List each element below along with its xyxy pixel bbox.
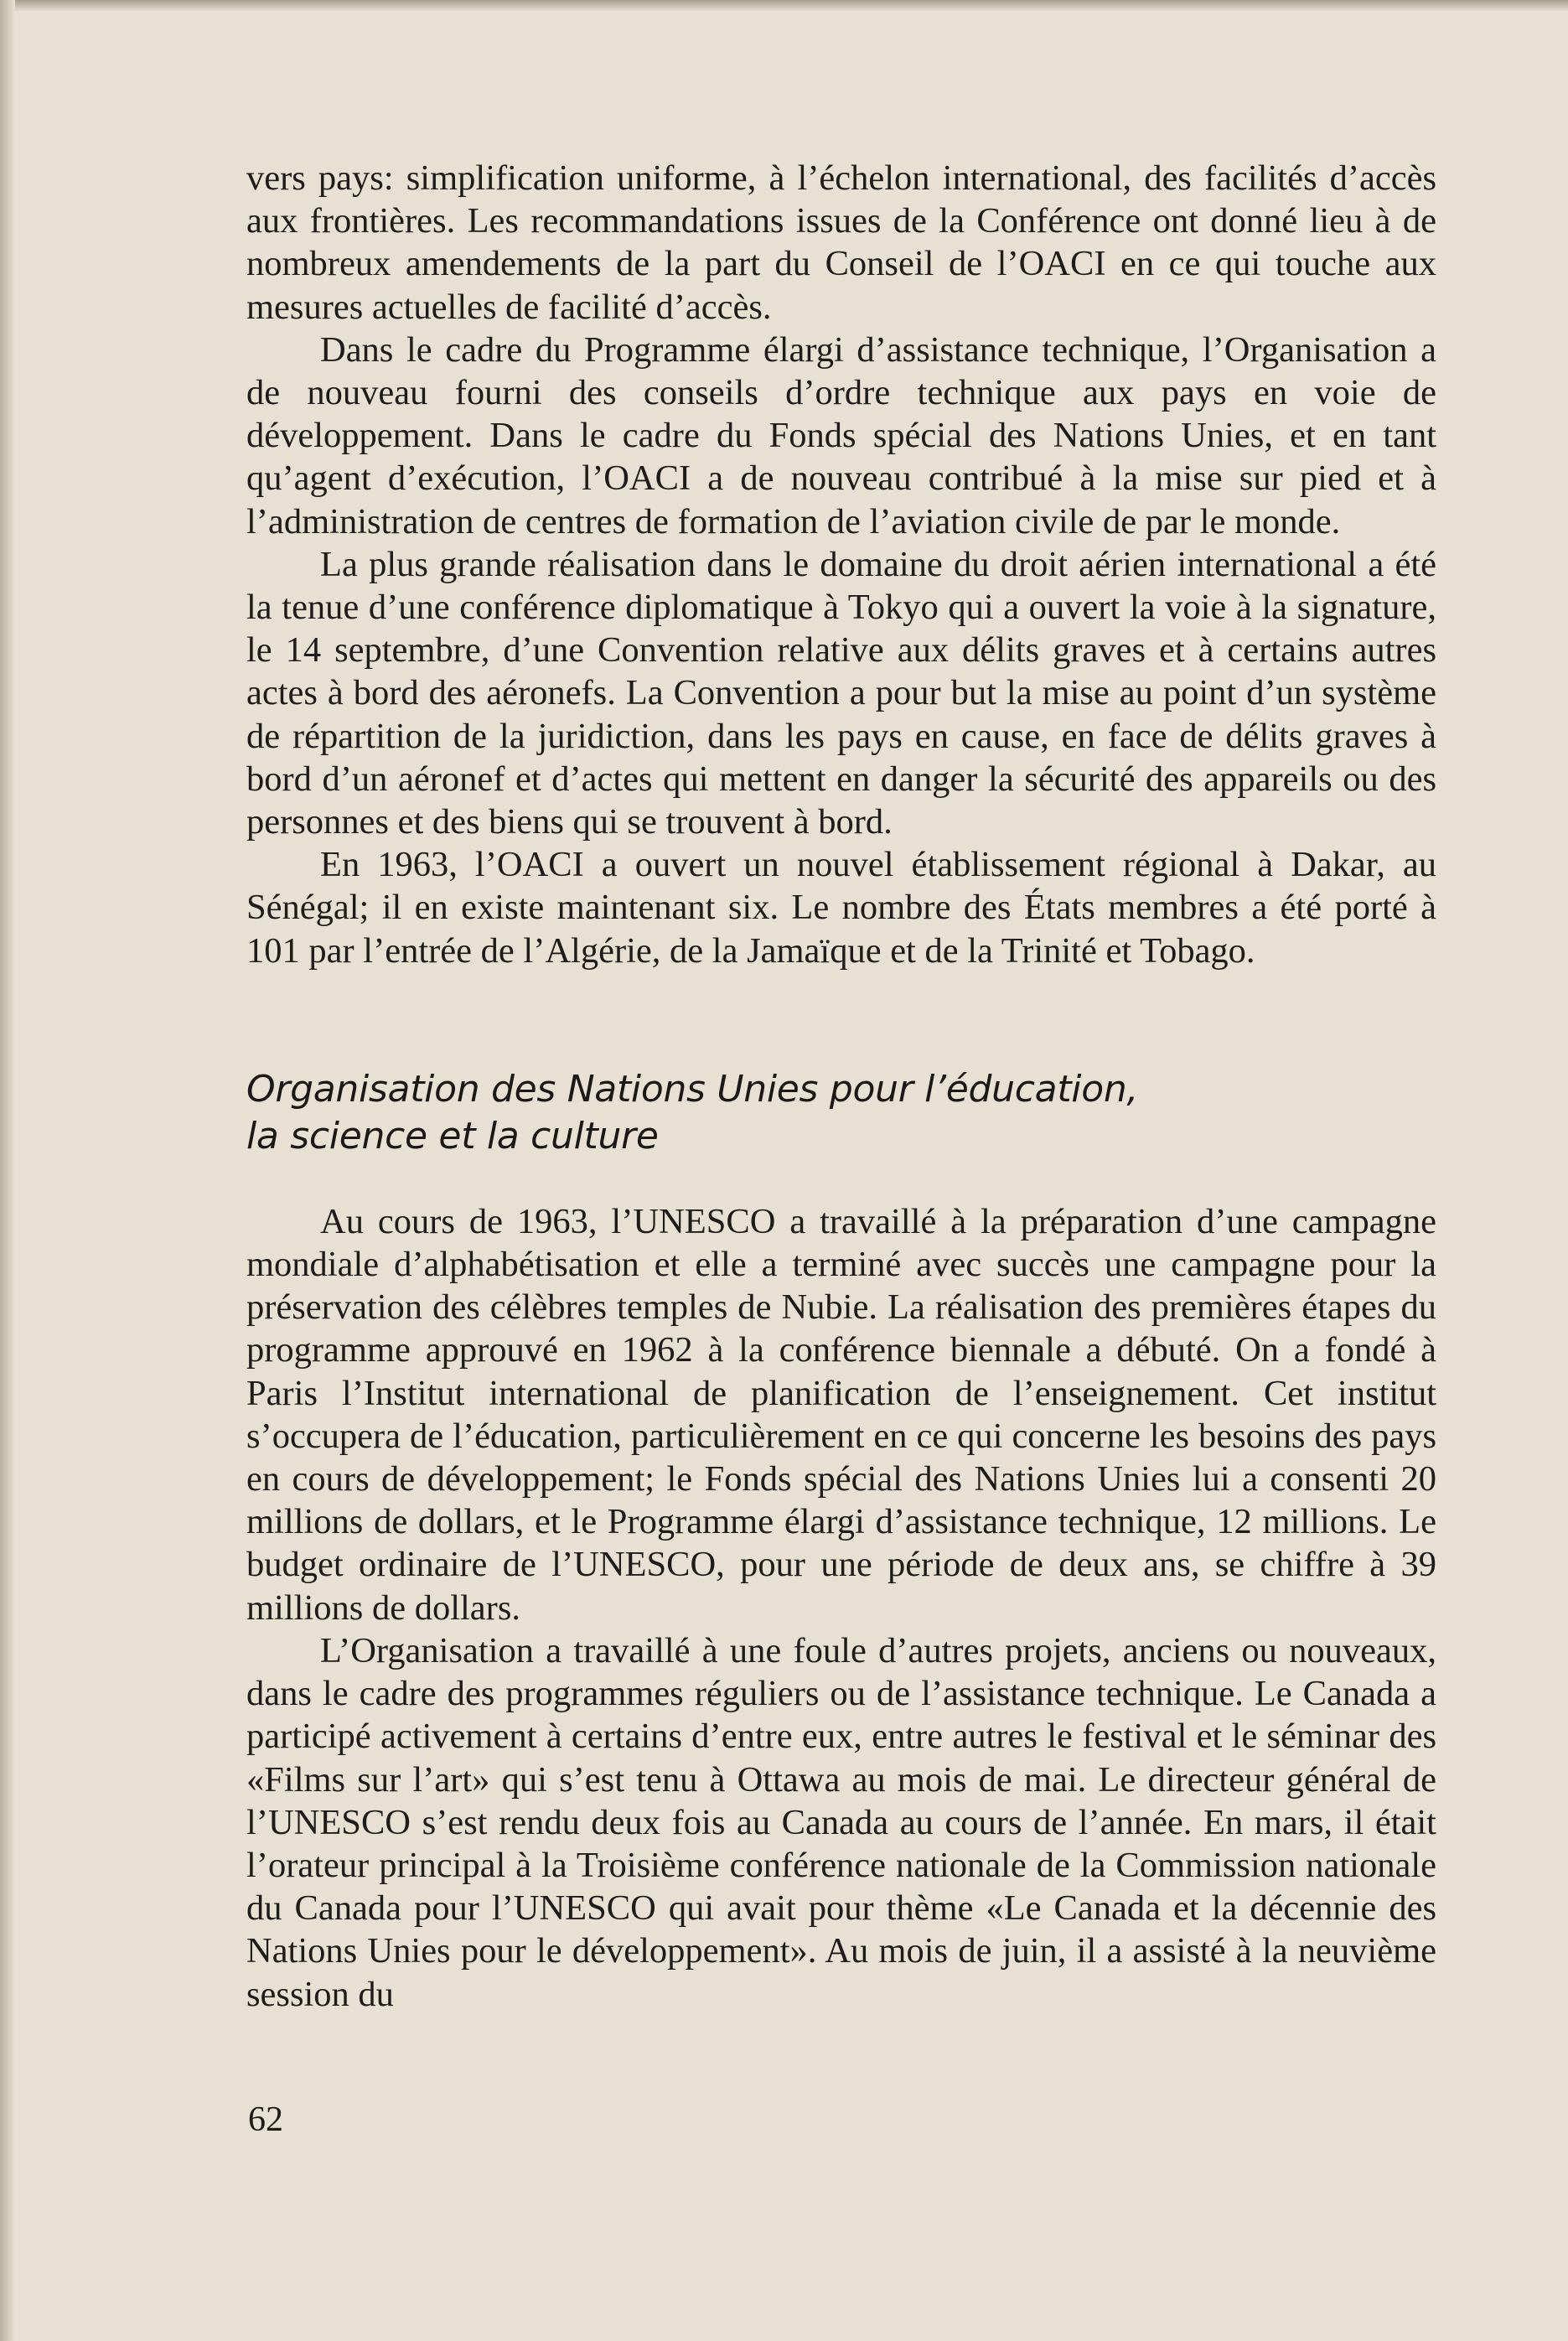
paragraph-unesco-1963: Au cours de 1963, l’UNESCO a travaillé à la préparation d’une campagne mondiale d’alphabétisation et elle a terminé avec succès une campagne pour la préservation des célèbres temples de Nubie. La réalisation des premières étapes du programme approuvé en 1962 à la conférence biennale a débuté. On a fondé à Paris l’Institut international de planification de l’enseignement. Cet institut s’occupera de l’éducation, particulièrement en ce qui concerne les besoins des pays en cours de développement; le Fonds spécial des Nations Unies lui a consenti 20 millions de dollars, et le Programme élargi d’assistance technique, 12 millions. Le budget ordinaire de l’UNESCO, pour une période de deux ans, se chiffre à 39 millions de dollars. <box>246 1201 1436 1628</box>
body-text <box>246 157 1436 2016</box>
paragraph-continuation: vers pays: simplification uniforme, à l’échelon international, des facilités d’accès aux frontières. Les recommandations issues de la Conférence ont donné lieu à de nombreux amendements de la part du Conseil de l’OACI en ce qui touche aux mesures actuelles de facilité d’accès. <box>246 158 1436 327</box>
section-heading-unesco <box>246 1066 1436 1160</box>
paragraph-tokyo-convention: La plus grande réalisation dans le domaine du droit aérien international a été la tenue d’une conférence diplomatique à Tokyo qui a ouvert la voie à la signature, le 14 septembre, d’une Convention relative aux délits graves et à certains autres actes à bord des aéronefs. La Convention a pour but la mise au point d’un système de répartition de la juridiction, dans les pays en cause, en face de délits graves à bord d’un aéronef et d’actes qui mettent en danger la sécurité des appareils ou des personnes et des biens qui se trouvent à bord. <box>246 544 1436 842</box>
section-heading-line-2: la science et la culture <box>246 1114 659 1158</box>
page-number: 62 <box>248 2100 283 2139</box>
section-heading-line-1: Organisation des Nations Unies pour l’éducation, <box>246 1067 1139 1111</box>
paragraph-technical-assistance: Dans le cadre du Programme élargi d’assistance technique, l’Organisation a de nouveau fourni des conseils d’ordre technique aux pays en voie de développement. Dans le cadre du Fonds spécial des Nations Unies, et en tant qu’agent d’exécution, l’OACI a de nouveau contribué à la mise sur pied et à l’administration de centres de formation de l’aviation civile de par le monde. <box>246 329 1436 541</box>
paragraph-dakar-office: En 1963, l’OACI a ouvert un nouvel établissement régional à Dakar, au Sénégal; il en existe maintenant six. Le nombre des États membres a été porté à 101 par l’entrée de l’Algérie, de la Jamaïque et de la Trinité et Tobago. <box>246 845 1436 971</box>
paragraph-unesco-projects: L’Organisation a travaillé à une foule d’autres projets, anciens ou nouveaux, dans le cadre des programmes réguliers ou de l’assistance technique. Le Canada a participé activement à certains d’entre eux, entre autres le festival et le séminar des «Films sur l’art» qui s’est tenu à Ottawa au mois de mai. Le directeur général de l’UNESCO s’est rendu deux fois au Canada au cours de l’année. En mars, il était l’orateur principal à la Troisième conférence nationale de la Commission nationale du Canada pour l’UNESCO qui avait pour thème «Le Canada et la décennie des Nations Unies pour le développement». Au mois de juin, il a assisté à la neuvième session du <box>246 1630 1436 2014</box>
